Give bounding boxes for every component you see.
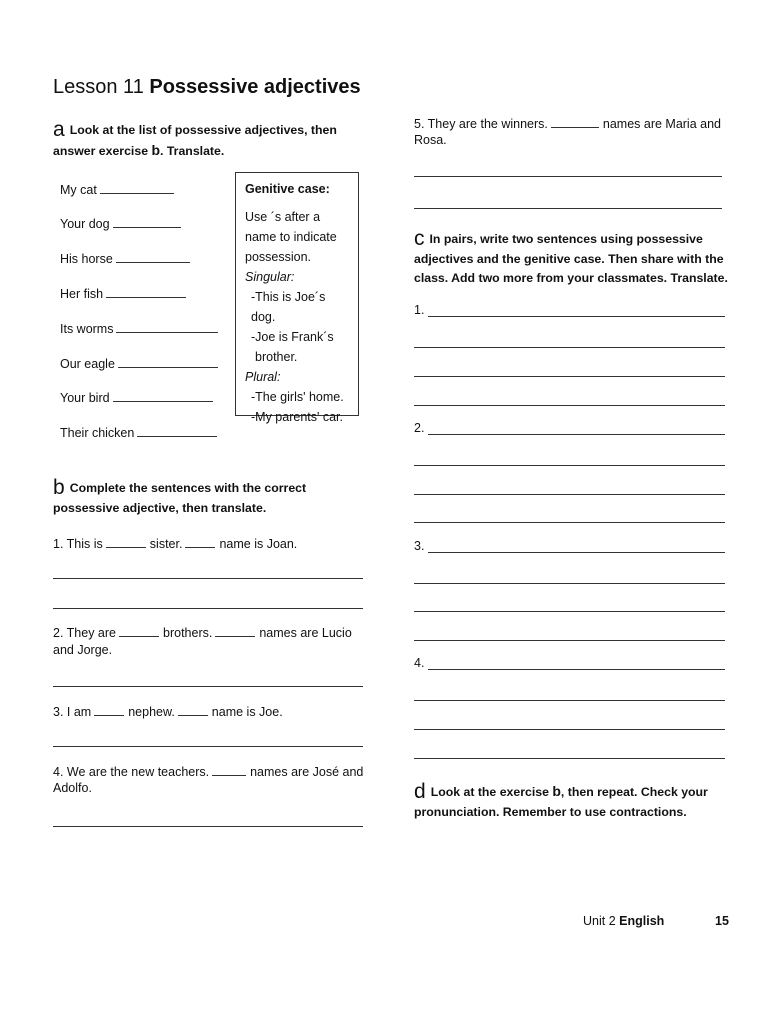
answer-blank[interactable] bbox=[178, 703, 208, 716]
answer-line[interactable] bbox=[414, 700, 725, 701]
section-d-letter: d bbox=[414, 780, 426, 803]
footer-unit: Unit 2 English bbox=[583, 914, 665, 928]
list-item: Its worms bbox=[60, 320, 218, 338]
answer-number: 1. bbox=[414, 303, 425, 317]
answer-blank[interactable] bbox=[551, 115, 599, 128]
answer-blank[interactable] bbox=[119, 624, 159, 637]
translation-line[interactable] bbox=[53, 826, 363, 827]
page-title bbox=[53, 76, 361, 99]
page-number: 15 bbox=[715, 914, 729, 928]
translation-line[interactable] bbox=[414, 176, 722, 177]
section-a-instruction: a Look at the list of possessive adjectives, then answer exercise b. Translate. bbox=[53, 118, 337, 158]
singular-label: Singular: bbox=[245, 270, 295, 284]
sentence-4-cont: Adolfo. bbox=[53, 781, 92, 795]
lesson-number: Lesson 11 bbox=[53, 76, 144, 98]
answer-blank[interactable] bbox=[212, 763, 246, 776]
answer-line[interactable] bbox=[414, 405, 725, 406]
answer-line[interactable] bbox=[414, 376, 725, 377]
answer-line[interactable] bbox=[414, 640, 725, 641]
translation-line[interactable] bbox=[53, 746, 363, 747]
list-item: Her fish bbox=[60, 285, 186, 303]
answer-line[interactable] bbox=[414, 465, 725, 466]
list-item: Our eagle bbox=[60, 355, 218, 373]
answer-line[interactable] bbox=[428, 552, 725, 553]
section-d-instruction: d Look at the exercise b, then repeat. Check your pronunciation. Remember to use contractions. bbox=[414, 780, 708, 819]
answer-blank[interactable] bbox=[113, 215, 181, 228]
genitive-box-title: Genitive case: bbox=[245, 182, 330, 196]
plural-label: Plural: bbox=[245, 370, 281, 384]
lesson-topic: Possessive adjectives bbox=[149, 76, 361, 98]
answer-line[interactable] bbox=[414, 758, 725, 759]
translation-line[interactable] bbox=[53, 686, 363, 687]
answer-line[interactable] bbox=[414, 494, 725, 495]
answer-number: 2. bbox=[414, 421, 425, 435]
sentence-2: 2. They are brothers. names are Lucio bbox=[53, 626, 352, 640]
translation-line[interactable] bbox=[414, 208, 722, 209]
answer-number: 4. bbox=[414, 656, 425, 670]
answer-line[interactable] bbox=[414, 347, 725, 348]
sentence-2-cont: and Jorge. bbox=[53, 643, 113, 657]
answer-line[interactable] bbox=[428, 669, 725, 670]
sentence-5: 5. They are the winners. names are Maria and bbox=[414, 117, 721, 131]
answer-blank[interactable] bbox=[116, 250, 190, 263]
answer-blank[interactable] bbox=[185, 535, 215, 548]
answer-blank[interactable] bbox=[116, 320, 218, 333]
answer-blank[interactable] bbox=[113, 389, 213, 402]
answer-line[interactable] bbox=[414, 611, 725, 612]
sentence-4: 4. We are the new teachers. names are José and bbox=[53, 765, 364, 779]
answer-line[interactable] bbox=[428, 316, 725, 317]
list-item: Your dog bbox=[60, 215, 181, 233]
answer-line[interactable] bbox=[414, 729, 725, 730]
section-a-letter: a bbox=[53, 118, 65, 141]
answer-line[interactable] bbox=[414, 583, 725, 584]
section-b-instruction: b Complete the sentences with the correct possessive adjective, then translate. bbox=[53, 476, 307, 515]
answer-blank[interactable] bbox=[106, 285, 186, 298]
answer-line[interactable] bbox=[428, 434, 725, 435]
translation-line[interactable] bbox=[53, 578, 363, 579]
list-item: Your bird bbox=[60, 389, 213, 407]
sentence-1: 1. This is sister. name is Joan. bbox=[53, 537, 298, 551]
answer-blank[interactable] bbox=[118, 355, 218, 368]
section-b-letter: b bbox=[53, 476, 65, 499]
answer-blank[interactable] bbox=[215, 624, 255, 637]
answer-line[interactable] bbox=[414, 522, 725, 523]
list-item: His horse bbox=[60, 250, 190, 268]
list-item: My cat bbox=[60, 181, 174, 199]
list-item: Their chicken bbox=[60, 424, 217, 442]
sentence-5-cont: Rosa. bbox=[414, 133, 447, 147]
answer-number: 3. bbox=[414, 539, 425, 553]
genitive-case-box: Genitive case: Use ´s after a name to indicate possession. Singular: -This is Joe´s dog. -Joe is Frank´s brother. Plural: -The girls' home. -My parents' car. bbox=[235, 172, 359, 416]
section-c-instruction: c In pairs, write two sentences using possessive adjectives and the genitive case. Then share with the class. Add two more from your classmates. Translate. bbox=[414, 227, 728, 285]
answer-blank[interactable] bbox=[100, 181, 174, 194]
answer-blank[interactable] bbox=[137, 424, 217, 437]
sentence-3: 3. I am nephew. name is Joe. bbox=[53, 705, 283, 719]
translation-line[interactable] bbox=[53, 608, 363, 609]
section-c-letter: c bbox=[414, 227, 425, 250]
answer-blank[interactable] bbox=[106, 535, 146, 548]
answer-blank[interactable] bbox=[94, 703, 124, 716]
